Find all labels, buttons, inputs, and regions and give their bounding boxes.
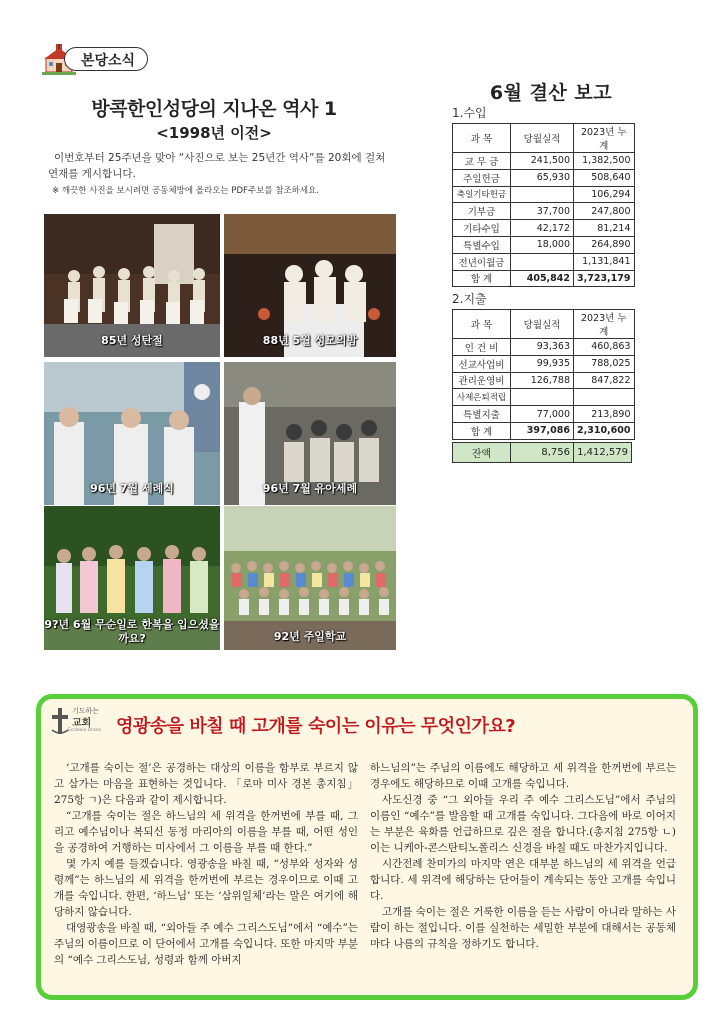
- total-month: 405,842: [511, 270, 574, 287]
- header-cell: 2023년 누계: [574, 310, 635, 339]
- ytd-cell: [574, 389, 635, 406]
- ytd-cell: 460,863: [574, 339, 635, 356]
- table-row: [453, 406, 635, 423]
- table-row: [453, 389, 635, 406]
- paragraph: 시간전례 찬미가의 마지막 연은 대부분 하느님의 세 위격을 언급합니다. 세 위격에 해당하는 단어들이 계속되는 동안 고개를 숙입니다.: [370, 858, 676, 902]
- ytd-cell: 847,822: [574, 372, 635, 389]
- expense-label: 2.지출: [452, 292, 487, 306]
- month-cell: 77,000: [511, 406, 574, 423]
- history-intro: 이번호부터 25주년을 맞아 “사진으로 보는 25년간 역사”를 20회에 걸쳐 연재를 게시합니다.: [48, 152, 386, 180]
- category-cell: 축일기타헌금: [453, 186, 511, 203]
- month-cell: 42,172: [511, 220, 574, 237]
- paragraph: 사도신경 중 “그 외아들 우리 주 예수 그리스도님”에서 주님의 이름인 “예수”를 발음할 때 고개를 숙입니다. 그다음에 바로 이어지는 부분은 육화를 언급하므로 깊은 절을 합니다.(총지침 275항 ㄴ) 이는 니케아-콘스탄티노폴리스 신경을 바칠 때도 마찬가지입니다.: [370, 794, 676, 854]
- photo-baptism-96: [44, 362, 220, 505]
- month-cell: 126,788: [511, 372, 574, 389]
- category-cell: 특별수입: [453, 236, 511, 253]
- total-month: 397,086: [511, 422, 574, 439]
- category-cell: 인 건 비: [453, 339, 511, 356]
- category-cell: 기타수입: [453, 220, 511, 237]
- history-note: ※ 깨끗한 사진을 보시려면 공동체방에 올라오는 PDF주보를 참조하세요.: [52, 186, 319, 196]
- table-row: [453, 372, 635, 389]
- table-row: [453, 153, 635, 170]
- table-total-row: [453, 270, 635, 287]
- table-row: [453, 169, 635, 186]
- paragraph: 대영광송을 바칠 때, “외아들 주 예수 그리스도님”에서 “예수”는 주님의 이름이므로 이 단어에서 고개를 숙입니다. 또한 마지막 부분의 “예수 그리스도님, 성령과 함께 아버지: [54, 922, 358, 966]
- ytd-cell: 106,294: [574, 186, 635, 203]
- section-badge: [42, 44, 148, 74]
- photo-may-88: [224, 214, 396, 357]
- income-label: 1.수입: [452, 106, 487, 120]
- logo-top-text: 기도하는: [72, 707, 100, 715]
- category-cell: 교 무 금: [453, 153, 511, 170]
- header-cell: 당월실적: [511, 310, 574, 339]
- category-cell: 주일헌금: [453, 169, 511, 186]
- month-cell: 93,363: [511, 339, 574, 356]
- ytd-cell: 508,640: [574, 169, 635, 186]
- photo-caption: 9?년 6월 무순일로 한복을 입으셨을까요?: [44, 618, 220, 645]
- header-cell: 당월실적: [511, 124, 574, 153]
- total-label: 합 계: [453, 422, 511, 439]
- month-cell: [511, 253, 574, 270]
- paragraph: 몇 가지 예를 들겠습니다. 영광송을 바칠 때, “성부와 성자와 성령께”는 하느님의 세 위격을 한꺼번에 부르는 경우이므로 이때 고개를 숙입니다. 한편, ‘하느님’ 또는 ‘삼위일체’라는 말은 여기에 해당하지 않습니다.: [54, 858, 358, 918]
- table-row: [453, 355, 635, 372]
- month-cell: 99,935: [511, 355, 574, 372]
- balance-row: [453, 443, 632, 463]
- ytd-cell: 247,800: [574, 203, 635, 220]
- history-title: 방콕한인성당의 지나온 역사 1: [91, 98, 337, 120]
- balance-label: 잔액: [453, 443, 511, 463]
- header-cell: 2023년 누계: [574, 124, 635, 153]
- photo-infant-baptism-96: [224, 362, 396, 505]
- header-cell: 과 목: [453, 310, 511, 339]
- ytd-cell: 1,131,841: [574, 253, 635, 270]
- table-row: [453, 236, 635, 253]
- table-row: [453, 203, 635, 220]
- praying-church-logo: [50, 706, 106, 738]
- total-ytd: 3,723,179: [574, 270, 635, 287]
- badge-label: 본당소식: [80, 53, 136, 69]
- paragraph: 고개를 숙이는 절은 거룩한 이름을 듣는 사람이 아니라 말하는 사람이 하는 절입니다. 이를 실천하는 세밀한 부분에 대해서는 공동체마다 나름의 규칙을 정하기도 합니다.: [370, 906, 676, 950]
- category-cell: 관리운영비: [453, 372, 511, 389]
- photo-caption: 96년 7월 세례식: [90, 482, 174, 495]
- photo-sunday-school-92: [224, 506, 396, 650]
- table-row: [453, 220, 635, 237]
- expense-table: [452, 309, 635, 440]
- ytd-cell: 213,890: [574, 406, 635, 423]
- paragraph: 하느님의”는 주님의 이름에도 해당하고 세 위격을 한꺼번에 부르는 경우에도 해당하므로 이때 고개를 숙입니다.: [370, 762, 676, 790]
- photo-caption: 96년 7월 유아세례: [262, 482, 358, 495]
- history-subtitle: <1998년 이전>: [156, 124, 272, 142]
- category-cell: 선교사업비: [453, 355, 511, 372]
- paragraph: “고개를 숙이는 절은 하느님의 세 위격을 한꺼번에 부를 때, 그리고 예수님이나 복되신 동정 마리아의 이름을 부를 때, 어떤 성인을 공경하여 거행하는 미사에서 그 이름을 부를 때 한다.”: [54, 810, 358, 854]
- table-header-row: [453, 310, 635, 339]
- cross-icon: [50, 708, 70, 736]
- month-cell: [511, 389, 574, 406]
- ytd-cell: 1,382,500: [574, 153, 635, 170]
- table-header-row: [453, 124, 635, 153]
- photo-caption: 92년 주일학교: [273, 630, 347, 643]
- table-row: [453, 339, 635, 356]
- logo-main-text: 교회: [72, 718, 92, 729]
- ytd-cell: 81,214: [574, 220, 635, 237]
- month-cell: 65,930: [511, 169, 574, 186]
- month-cell: 18,000: [511, 236, 574, 253]
- qa-left-column: [54, 760, 358, 968]
- month-cell: [511, 186, 574, 203]
- month-cell: 37,700: [511, 203, 574, 220]
- balance-ytd: 1,412,579: [574, 443, 632, 463]
- category-cell: 전년이월금: [453, 253, 511, 270]
- report-title: 6월 결산 보고: [489, 82, 613, 104]
- photo-caption: 88년 5월 성모의밤: [262, 334, 358, 347]
- qa-right-column: [370, 760, 676, 952]
- header-cell: 과 목: [453, 124, 511, 153]
- photo-caption: 85년 성탄절: [101, 334, 163, 347]
- total-ytd: 2,310,600: [574, 422, 635, 439]
- table-row: [453, 186, 635, 203]
- category-cell: 사제은퇴적립: [453, 389, 511, 406]
- balance-table: [452, 442, 632, 463]
- photo-christmas-85: [44, 214, 220, 357]
- category-cell: 기부금: [453, 203, 511, 220]
- paragraph: ‘고개를 숙이는 절’은 공경하는 대상의 이름을 함부로 부르지 않고 삼가는 마음을 표현하는 것입니다. 「로마 미사 경본 총지침」 275항 ㄱ)은 다음과 같이 제시합니다.: [54, 762, 358, 806]
- logo-sub-text: Ecclesia Orans: [68, 728, 101, 733]
- qa-title: 영광송을 바칠 때 고개를 숙이는 이유는 무엇인가요?: [116, 716, 516, 737]
- category-cell: 특별지출: [453, 406, 511, 423]
- table-total-row: [453, 422, 635, 439]
- income-table: [452, 123, 635, 287]
- month-cell: 241,500: [511, 153, 574, 170]
- total-label: 합 계: [453, 270, 511, 287]
- balance-month: 8,756: [511, 443, 574, 463]
- table-row: [453, 253, 635, 270]
- ytd-cell: 264,890: [574, 236, 635, 253]
- photo-hanbok: [44, 506, 220, 650]
- ytd-cell: 788,025: [574, 355, 635, 372]
